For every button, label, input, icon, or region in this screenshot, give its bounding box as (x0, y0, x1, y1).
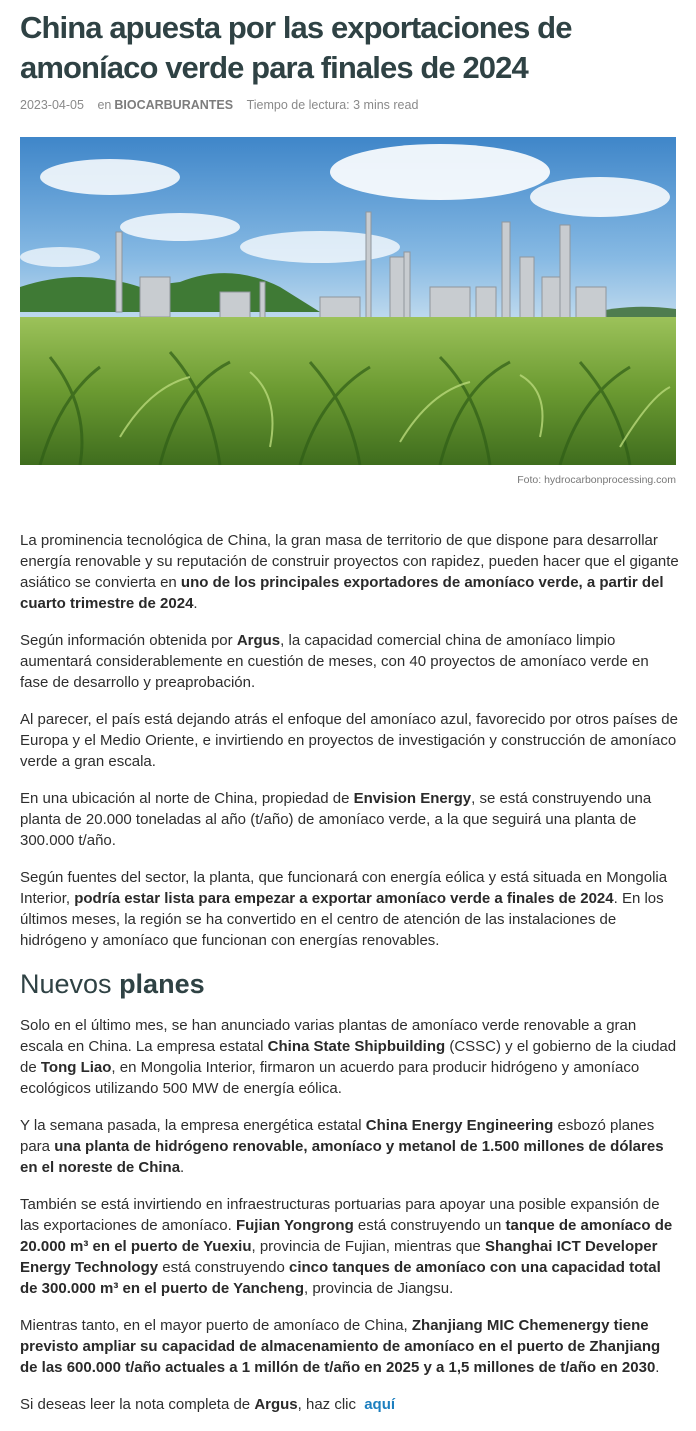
bold-text: una planta de hidrógeno renovable, amoníaco y metanol de 1.500 millones de dólares en el noreste de China (20, 1138, 664, 1176)
text: está construyendo un (353, 1217, 506, 1234)
text: Si deseas leer la nota completa de (20, 1396, 255, 1413)
text: Solo en el último mes, se han anunciado varias plantas de amoníaco verde renovable a gran escala en China. La empresa estatal (20, 1017, 637, 1055)
text: . En los últimos meses, la región se ha convertido en el centro de atención de las instalaciones de hidrógeno y amoníaco que funcionan con energías renovables. (20, 890, 664, 949)
bold-text: Zhanjiang MIC Chemenergy tiene previsto ampliar su capacidad de almacenamiento de amoníaco en el puerto de Zhanjiang de las 600.000 t/año actuales a 1 millón de t/año en 2025 y a 1,5 millones de t/año en 2030 (20, 1317, 661, 1376)
bold-text: China State Shipbuilding (267, 1038, 446, 1055)
text: Al parecer, el país está dejando atrás el enfoque del amoníaco azul, favorecido por otros países de Europa y el Medio Oriente, e invirtiendo en proyectos de investigación y construcción de amoníaco verde a gran escala. (20, 711, 678, 770)
text: . (655, 1359, 660, 1376)
paragraph-3 (20, 709, 680, 772)
bold-text: China Energy Engineering (365, 1117, 554, 1134)
bold-text: Envision Energy (353, 790, 472, 807)
paragraph-4 (20, 788, 680, 851)
bold-text: podría estar lista para empezar a exportar amoníaco verde a finales de 2024 (74, 890, 614, 907)
text: , haz clic (297, 1396, 361, 1413)
bold-text: Fujian Yongrong (235, 1217, 354, 1234)
image-caption: Foto: hydrocarbonprocessing.com (517, 474, 676, 486)
text: , provincia de Fujian, mientras que (251, 1238, 485, 1255)
paragraph-9 (20, 1315, 680, 1378)
category-link[interactable]: BIOCARBURANTES (114, 98, 234, 112)
category-prefix: en (97, 98, 112, 112)
article-date: 2023-04-05 (20, 98, 84, 112)
text: esbozó planes para (20, 1117, 655, 1155)
text: La prominencia tecnológica de China, la gran masa de territorio de que dispone para desarrollar energía renovable y su reputación de construir proyectos con rapidez, pueden hacer que el gigante asiático se convierta en (20, 532, 679, 591)
section-heading (20, 967, 680, 1001)
text: . (180, 1159, 185, 1176)
bold-text: Argus (254, 1396, 298, 1413)
paragraph-5 (20, 867, 680, 951)
paragraph-7 (20, 1115, 680, 1178)
text: está construyendo (158, 1259, 289, 1276)
read-more-link[interactable]: aquí (364, 1396, 396, 1413)
text: Y la semana pasada, la empresa energética estatal (20, 1117, 366, 1134)
text: Según información obtenida por (20, 632, 237, 649)
text: Mientras tanto, en el mayor puerto de amoníaco de China, (20, 1317, 412, 1334)
text: , la capacidad comercial china de amoníaco limpio aumentará considerablemente en cuestión de meses, con 40 proyectos de amoníaco verde en fase de desarrollo y preaprobación. (20, 632, 649, 691)
bold-text: cinco tanques de amoníaco con una capacidad total de 300.000 m³ en el puerto de Yancheng (20, 1259, 661, 1297)
paragraph-1 (20, 530, 680, 614)
text: . (193, 595, 198, 612)
text: (CSSC) y el gobierno de la ciudad de (20, 1038, 677, 1076)
paragraph-6 (20, 1015, 680, 1099)
bold-text: Shanghai ICT Developer Energy Technology (20, 1238, 658, 1276)
hero-image (20, 137, 676, 465)
bold-text: Tong Liao (40, 1059, 112, 1076)
article-title: China apuesta por las exportaciones de amoníaco verde para finales de 2024 (20, 10, 572, 85)
paragraph-10 (20, 1394, 680, 1415)
bold-text: Argus (236, 632, 281, 649)
text: En una ubicación al norte de China, propiedad de (20, 790, 354, 807)
bold-text: tanque de amoníaco de 20.000 m³ en el puerto de Yuexiu (20, 1217, 673, 1255)
text: Según fuentes del sector, la planta, que funcionará con energía eólica y está situada en Mongolia Interior, (20, 869, 668, 907)
text: , se está construyendo una planta de 20.000 toneladas al año (t/año) de amoníaco verde, a la que seguirá una planta de 300.000 t/año. (20, 790, 652, 849)
paragraph-8 (20, 1194, 680, 1299)
heading-bold-text: planes (119, 969, 205, 999)
text: , en Mongolia Interior, firmaron un acuerdo para producir hidrógeno y amoníaco ecológicos utilizando 500 MW de energía eólica. (20, 1059, 640, 1097)
reading-time: Tiempo de lectura: 3 mins read (246, 98, 419, 112)
text: , provincia de Jiangsu. (304, 1280, 454, 1297)
text: También se está invirtiendo en infraestructuras portuarias para apoyar una posible expansión de las exportaciones de amoníaco. (20, 1196, 660, 1234)
article-meta (20, 98, 422, 116)
heading-text: Nuevos (20, 969, 120, 999)
paragraph-2 (20, 630, 680, 693)
article-body (20, 530, 680, 1431)
bold-text: uno de los principales exportadores de amoníaco verde, a partir del cuarto trimestre de 2024 (20, 574, 664, 612)
